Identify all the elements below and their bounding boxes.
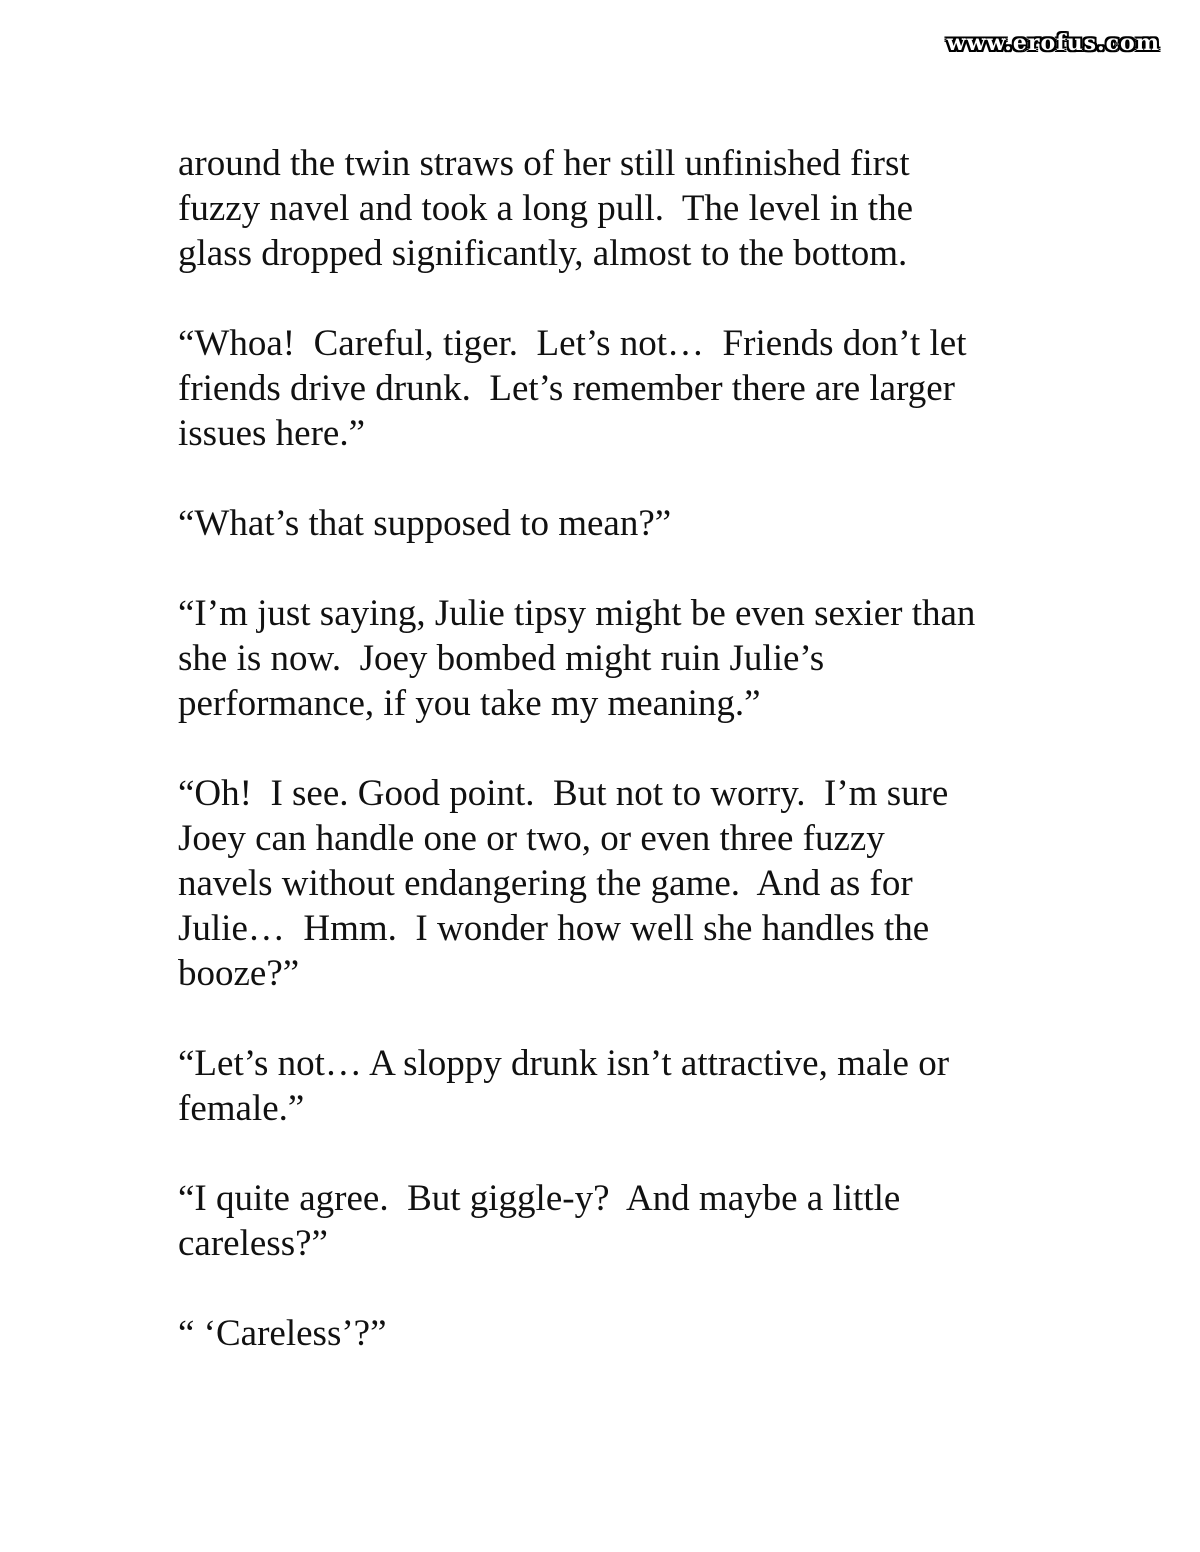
- text-line: booze?”: [178, 953, 300, 994]
- text-line: navels without endangering the game. And as for: [178, 863, 913, 904]
- text-line: performance, if you take my meaning.”: [178, 683, 761, 724]
- text-line: Julie… Hmm. I wonder how well she handles the: [178, 908, 930, 949]
- paragraph: [178, 771, 1058, 996]
- paragraph: [178, 141, 1058, 276]
- text-line: “I’m just saying, Julie tipsy might be even sexier than: [178, 593, 976, 634]
- paragraph: [178, 1041, 1058, 1131]
- text-line: careless?”: [178, 1223, 328, 1264]
- text-line: “ ‘Careless’?”: [178, 1313, 387, 1354]
- text-line: “Let’s not… A sloppy drunk isn’t attractive, male or: [178, 1043, 950, 1084]
- text-line: “I quite agree. But giggle-y? And maybe a little: [178, 1178, 901, 1219]
- text-line: “Oh! I see. Good point. But not to worry. I’m sure: [178, 773, 949, 814]
- text-body: [178, 141, 1058, 1401]
- text-line: around the twin straws of her still unfinished first: [178, 143, 910, 184]
- text-line: issues here.”: [178, 413, 365, 454]
- text-line: Joey can handle one or two, or even three fuzzy: [178, 818, 885, 859]
- text-line: female.”: [178, 1088, 305, 1129]
- paragraph: [178, 321, 1058, 456]
- text-line: she is now. Joey bombed might ruin Julie’s: [178, 638, 825, 679]
- text-line: friends drive drunk. Let’s remember there are larger: [178, 368, 955, 409]
- text-line: “What’s that supposed to mean?”: [178, 503, 672, 544]
- paragraph: [178, 1311, 1058, 1356]
- text-line: “Whoa! Careful, tiger. Let’s not… Friends don’t let: [178, 323, 967, 364]
- watermark: www.erofus.com: [946, 30, 1160, 56]
- paragraph: [178, 501, 1058, 546]
- paragraph: [178, 591, 1058, 726]
- text-line: glass dropped significantly, almost to the bottom.: [178, 233, 908, 274]
- paragraph: [178, 1176, 1058, 1266]
- text-line: fuzzy navel and took a long pull. The level in the: [178, 188, 913, 229]
